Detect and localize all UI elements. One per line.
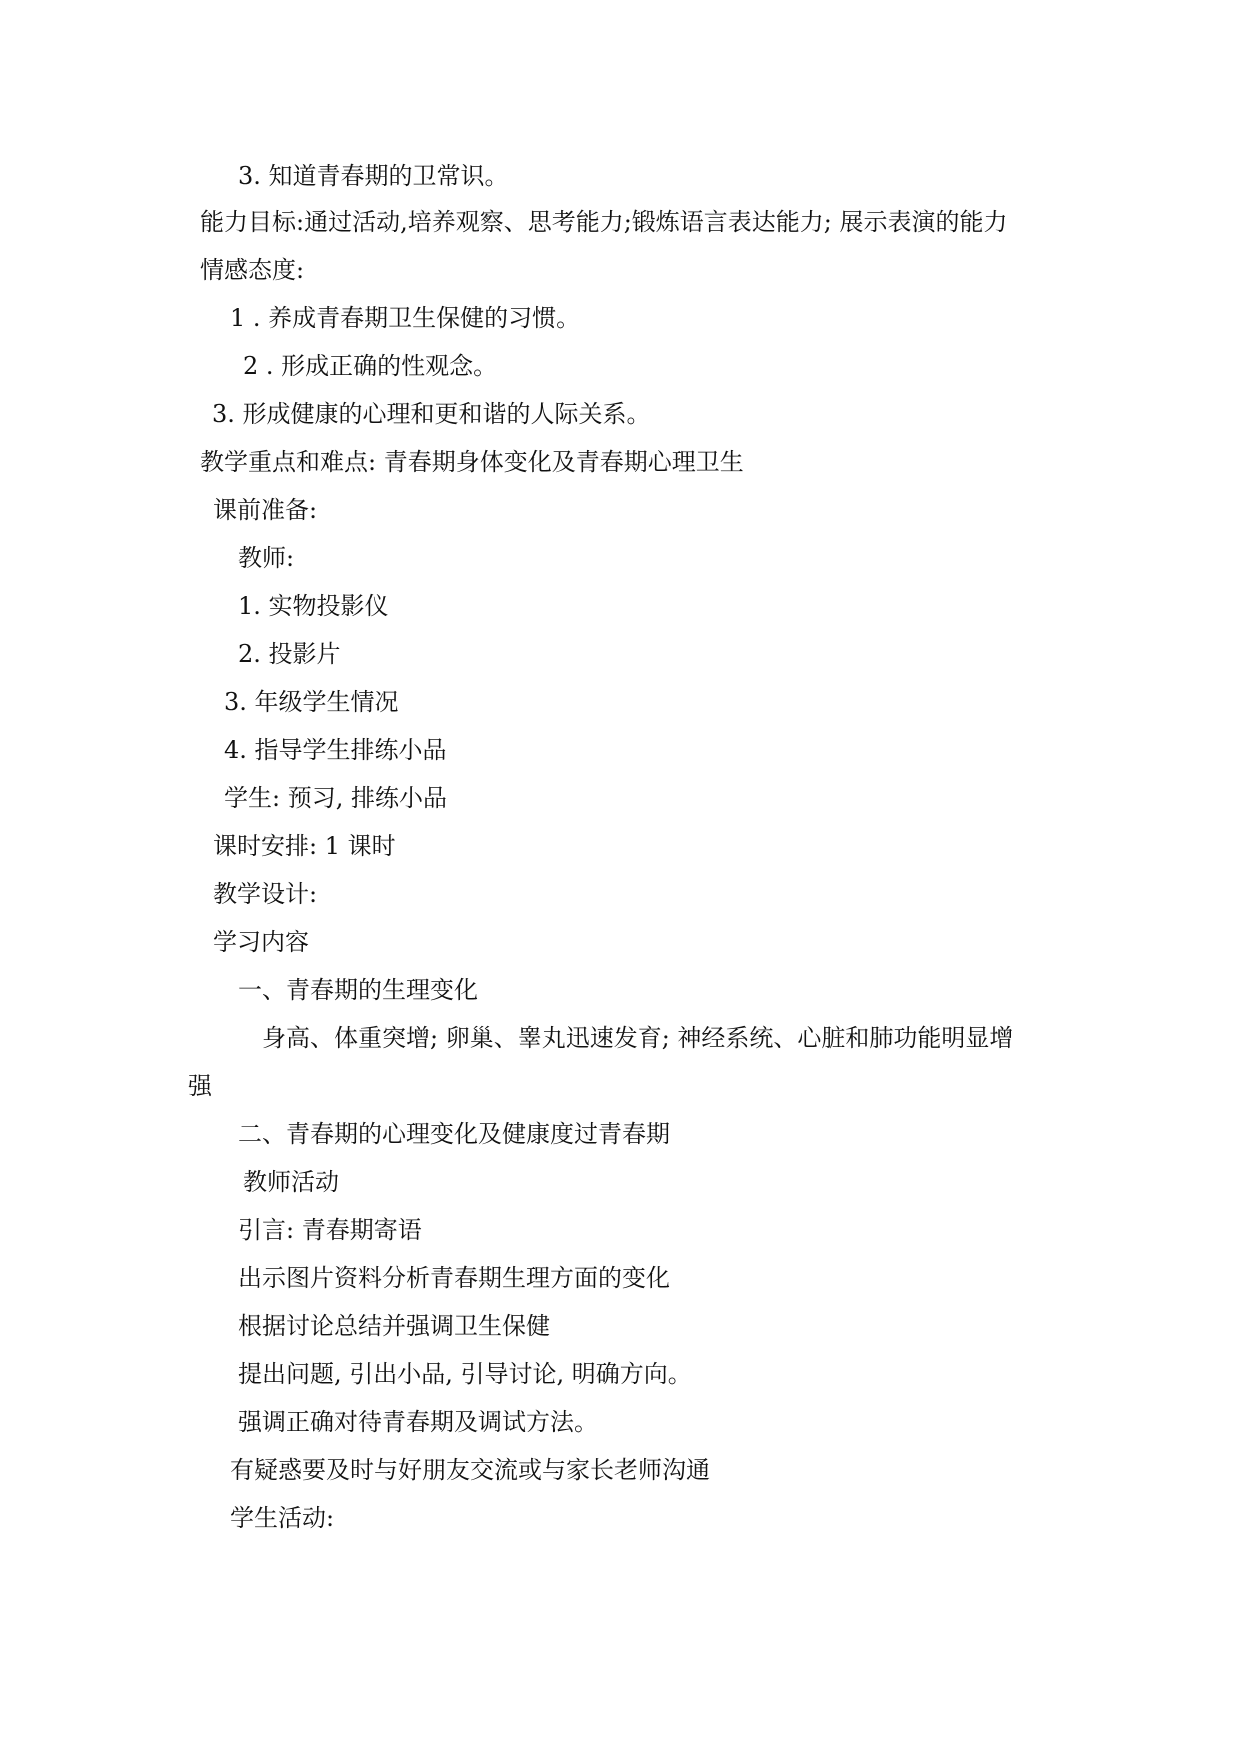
text-line: 教学设计:: [213, 880, 318, 908]
text-line: 学习内容: [213, 928, 309, 956]
text-line: 引言: 青春期寄语: [238, 1216, 422, 1244]
text-line: 课时安排: 1 课时: [213, 832, 396, 860]
text-line: 学生活动:: [230, 1504, 335, 1532]
text-line: 教师活动: [243, 1168, 339, 1196]
text-line: 2 . 形成正确的性观念。: [243, 352, 498, 380]
text-line: 4. 指导学生排练小品: [224, 736, 447, 764]
text-line: 身高、体重突增; 卵巢、睾丸迅速发育; 神经系统、心脏和肺功能明显增: [262, 1024, 1014, 1052]
text-line: 课前准备:: [213, 496, 318, 524]
text-line: 学生: 预习, 排练小品: [224, 784, 447, 812]
text-line: 根据讨论总结并强调卫生保健: [238, 1312, 550, 1340]
text-line: 出示图片资料分析青春期生理方面的变化: [238, 1264, 670, 1292]
text-line: 有疑惑要及时与好朋友交流或与家长老师沟通: [230, 1456, 710, 1484]
text-line: 二、青春期的心理变化及健康度过青春期: [238, 1120, 670, 1148]
text-line: 强调正确对待青春期及调试方法。: [238, 1408, 598, 1436]
text-line: 3. 年级学生情况: [224, 688, 399, 716]
text-line: 3. 知道青春期的卫常识。: [238, 162, 509, 190]
text-line: 1. 实物投影仪: [238, 592, 389, 620]
text-line: 3. 形成健康的心理和更和谐的人际关系。: [212, 400, 651, 428]
text-line: 一、青春期的生理变化: [238, 976, 478, 1004]
text-line: 情感态度:: [200, 256, 305, 284]
text-line: 1 . 养成青春期卫生保健的习惯。: [230, 304, 581, 332]
text-line: 提出问题, 引出小品, 引导讨论, 明确方向。: [238, 1360, 692, 1388]
text-line: 教师:: [238, 544, 295, 572]
text-line: 能力目标:通过活动,培养观察、思考能力;锻炼语言表达能力; 展示表演的能力: [200, 208, 1008, 236]
text-line: 强: [188, 1072, 212, 1100]
text-line: 2. 投影片: [238, 640, 341, 668]
text-line: 教学重点和难点: 青春期身体变化及青春期心理卫生: [200, 448, 744, 476]
